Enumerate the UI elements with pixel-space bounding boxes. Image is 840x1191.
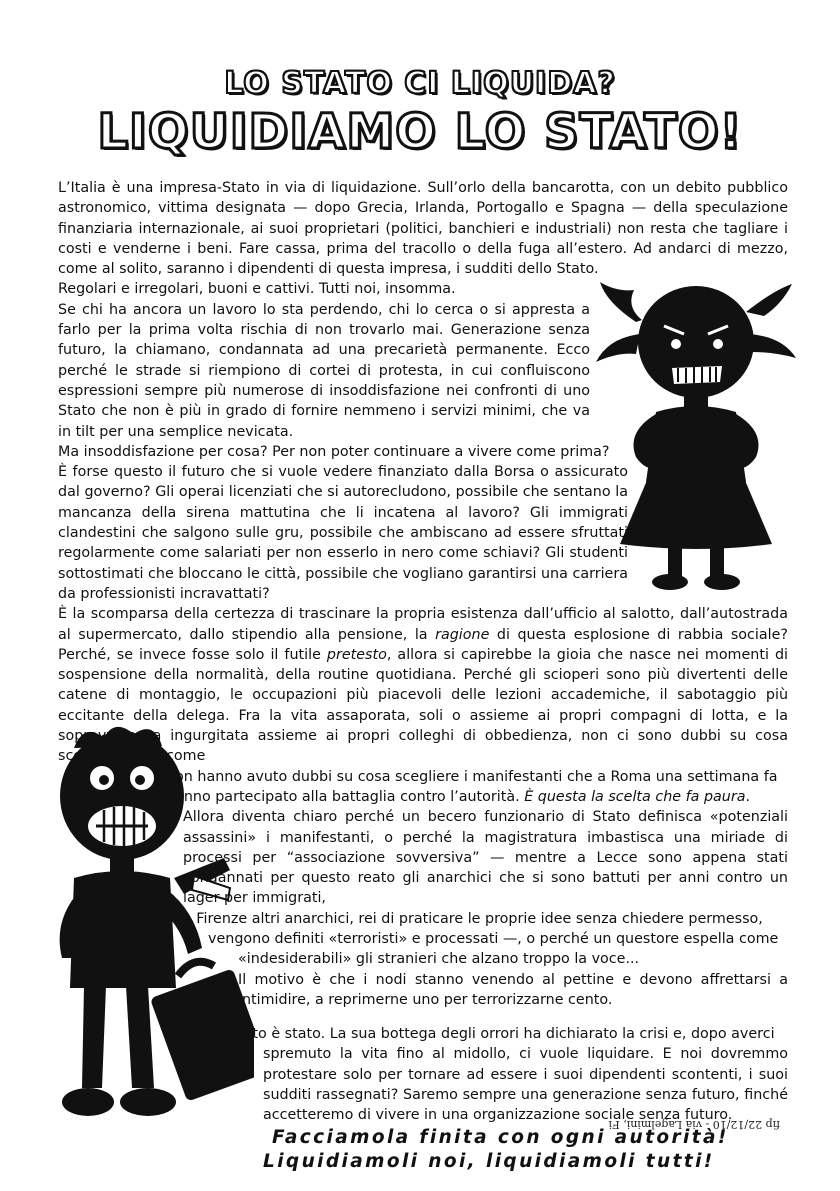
paragraph-state: spremuto la vita fino al midollo, ci vuole liquidare. E noi dovremmo protestare solo per tornare ad essere i suoi dipendenti scontenti, i suoi sudditi rassegnati? Saremo sempre una generazione senza futuro, finché accetteremo di vivere in una organizzazione sociale senza futuro. xyxy=(263,1046,788,1124)
paragraph-generation: Se chi ha ancora un lavoro lo sta perdendo, chi lo cerca o si appresta a farlo per la prima volta rischia di non trovarlo mai. Generazione senza futuro, la chiamano, condannata ad una precarietà permanente. Ecco perché le strade si riempiono di cortei di protesta, in cui confluiscono espressioni sempre più numerose di insoddisfazione nei confronti di uno Stato che non è più in grado di fornire nemmeno i servizi minimi, che va in tilt per una semplice nevicata. xyxy=(58,301,590,440)
footer-imprint: fip 22/12/10 - via Lagelmini, Fi xyxy=(608,1118,780,1131)
title-slogan: LIQUIDIAMO LO STATO! xyxy=(97,104,743,160)
paragraph-state-line1: Lo Stato è stato. La sua bottega degli orrori ha dichiarato la crisi e, dopo averci xyxy=(208,1026,775,1043)
line-terrorists: vengono definiti «terroristi» e processati —, o perché un questore espella come xyxy=(208,930,779,947)
paragraph-intro: L’Italia è una impresa-Stato in via di liquidazione. Sull’orlo della bancarotta, con un debito pubblico astronomico, vittima designata — dopo Grecia, Irlanda, Portogallo e Spagna — della speculazione finanziaria internazionale, ai suoi proprietari (politici, banchieri e industriali) non resta che tagliare i costi e venderne i beni. Fare cassa, prima del tracollo o della fuga all’estero. Ad andarci di mezzo, come al solito, saranno i dipendenti di questa impresa, i sudditi dello Stato. xyxy=(58,180,788,278)
paragraph-reason: È la scomparsa della certezza di trascinare la propria esistenza dall’ufficio al salotto, dall’autostrada al supermercato, dallo stipendio alla pensione, la ragione di questa esplosione di rabbia sociale? Perché, se invece fosse solo il futile pretesto, allora si capirebbe la gioia che nasce nei momenti di sospensione della normalità, della routine quotidiana. Perché gli scioperi sono più divertenti delle catene di montaggio, le occupazioni più piacevoli delle lezioni accademiche, il sabotaggio più eccitante della delega. Fra la vita assaporata, soli o assieme ai propri compagni di lotta, e la sopravvivenza ingurgitata assieme ai propri colleghi di obbedienza, non ci sono dubbi su cosa scegliere. Così come xyxy=(58,606,789,765)
line-florence: a Firenze altri anarchici, rei di praticare le proprie idee senza chiedere permesso, xyxy=(183,910,763,927)
slogan-liquidate: Liquidiamoli noi, liquidiamoli tutti! xyxy=(263,1150,715,1172)
line-undesirables: «indesiderabili» gli stranieri che alzano troppo la voce... xyxy=(238,951,640,968)
line-rome: non hanno avuto dubbi su cosa scegliere i manifestanti che a Roma una settimana fa xyxy=(166,768,778,785)
paragraph-question: Ma insoddisfazione per cosa? Per non poter continuare a vivere come prima? xyxy=(58,443,610,460)
flyer-text xyxy=(58,178,788,1174)
slogan-end-authority: Facciamola finita con ogni autorità! xyxy=(272,1126,729,1148)
paragraph-motive: Il motivo è che i nodi stanno venendo al pettine e devono affrettarsi a intimidire, a reprimerne uno per terrorizzarne cento. xyxy=(238,971,788,1008)
paragraph-repression: Allora diventa chiaro perché un becero funzionario di Stato definisca «potenziali assassini» i manifestanti, o perché la magistratura imbastisca una miriade di processi per “associazione sovversiva” — mentre a Lecce sono appena stati condannati per questo reato gli anarchici che si sono battuti per anni contro un lager per immigrati, xyxy=(183,809,788,907)
title-question: LO STATO CI LIQUIDA? xyxy=(224,66,616,101)
paragraph-rhetorical-questions: È forse questo il futuro che si vuole vedere finanziato dalla Borsa o assicurato dal governo? Gli operai licenziati che si autorecludono, possibile che sentano la mancanza della sirena mattutina che li incatena al lavoro? Gli immigrati clandestini che salgono sulle gru, possibile che ambiscano ad essere sfruttati regolarmente come salariati per non esserlo in nero come schiavi? Gli studenti sottostimati che bloccano le città, possibile che vogliano garantirsi una carriera da professionisti incravattati? xyxy=(58,464,628,602)
line-battle: hanno partecipato alla battaglia contro l’autorità. È questa la scelta che fa paura. xyxy=(166,788,751,805)
paragraph-all-of-us: Regolari e irregolari, buoni e cattivi. Tutti noi, insomma. xyxy=(58,281,456,298)
